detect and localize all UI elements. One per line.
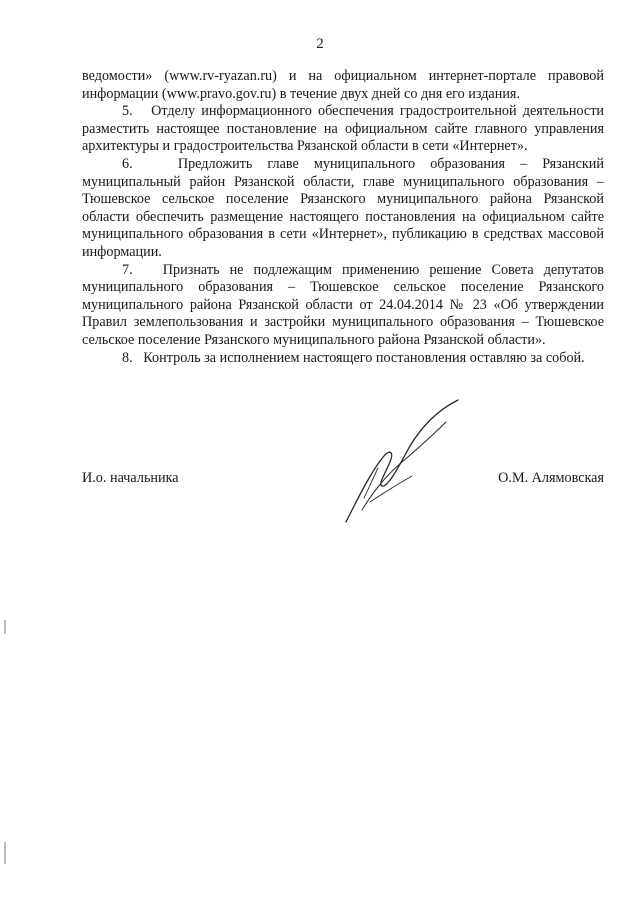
paragraph-item-6: 6. Предложить главе муниципального образования – Рязанский муниципальный район Рязанской области, главе муниципального образования – Тюшевское сельское поселение Рязанского муниципального района Рязанской области обеспечить размещение настоящего постановления на официальном сайте муниципального образования в сети «Интернет», публикацию в средствах массовой информации. [82, 155, 604, 260]
signatory-position: И.о. начальника [82, 470, 179, 486]
margin-scan-mark [4, 620, 6, 634]
document-body [82, 68, 604, 367]
paragraph-item-5: 5. Отделу информационного обеспечения градостроительной деятельности разместить настоящее постановление на официальном сайте главного управления архитектуры и градостроительства Рязанской области в сети «Интернет». [82, 103, 604, 155]
handwritten-signature [338, 398, 468, 526]
margin-scan-mark [4, 842, 6, 864]
page-number: 2 [316, 36, 324, 52]
paragraph-item-8: 8. Контроль за исполнением настоящего постановления оставляю за собой. [122, 349, 585, 366]
paragraph-continuation: ведомости» (www.rv-ryazan.ru) и на официальном интернет-портале правовой информации (www.pravo.gov.ru) в течение двух дней со дня его издания. [82, 68, 604, 102]
signatory-name: О.М. Алямовская [498, 470, 604, 486]
paragraph-item-7: 7. Признать не подлежащим применению решение Совета депутатов муниципального образования – Тюшевское сельское поселение Рязанского муниципального района Рязанской области от 24.04.2014 № 23 «Об утверждении Правил землепользования и застройки муниципального образования – Тюшевское сельское поселение Рязанского муниципального района Рязанской области». [82, 261, 604, 348]
